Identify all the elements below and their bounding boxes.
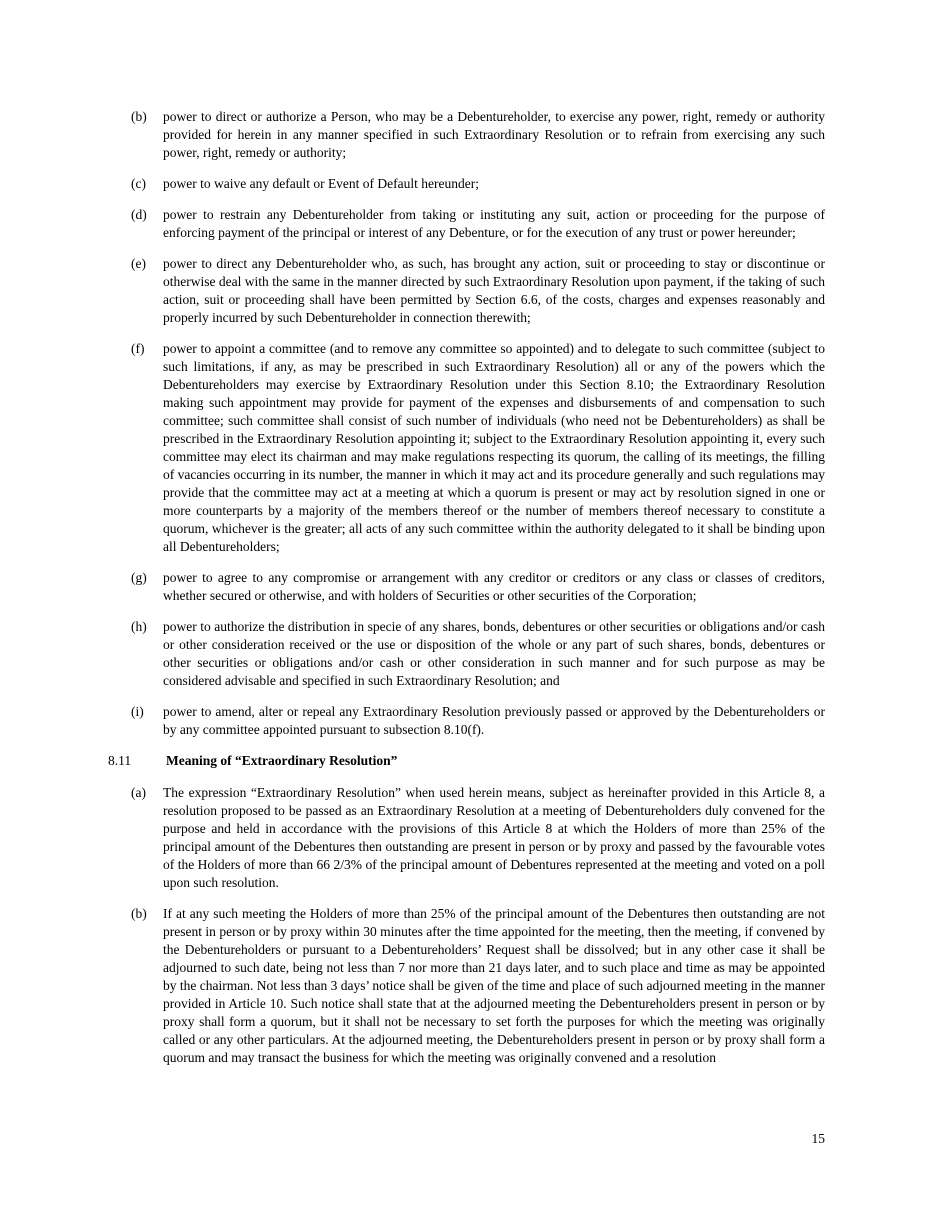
list-item bbox=[108, 703, 825, 739]
list-item bbox=[108, 206, 825, 242]
list-item-label: (g) bbox=[131, 570, 147, 585]
list-item-label: (c) bbox=[131, 176, 146, 191]
list-item-text: If at any such meeting the Holders of more than 25% of the principal amount of the Debentures then outstanding are not present in person or by proxy within 30 minutes after the time appointed for the meeting, then the meeting, if convened by the Debentureholders or pursuant to a Debentureholders’ Request shall be dissolved; but in any other case it shall be adjourned to such date, being not less than 7 nor more than 21 days later, and to such place and time as may be appointed by the chairman. Not less than 3 days’ notice shall be given of the time and place of such adjourned meeting in the manner provided in Article 10. Such notice shall state that at the adjourned meeting the Debentureholders present in person or by proxy shall form a quorum, but it shall not be necessary to set forth the purposes for which the meeting was originally called or any other particulars. At the adjourned meeting, the Debentureholders present in person or by proxy shall form a quorum and may transact the business for which the meeting was originally convened and a resolution bbox=[163, 906, 825, 1065]
powers-list bbox=[108, 108, 825, 739]
list-item bbox=[108, 905, 825, 1067]
list-item bbox=[108, 618, 825, 690]
list-item-label: (b) bbox=[131, 109, 147, 124]
list-item-text: power to agree to any compromise or arrangement with any creditor or creditors or any class or classes of creditors, whether secured or otherwise, and with holders of Securities or other securities of the Corporation; bbox=[163, 570, 825, 603]
section-number: 8.11 bbox=[108, 753, 132, 768]
list-item-text: power to authorize the distribution in specie of any shares, bonds, debentures or other securities or obligations and/or cash or other consideration received or the use or disposition of the whole or any part of such shares, bonds, debentures or other securities or obligations and/or cash or other consideration in such manner and for such purpose as may be considered advisable and specified in such Extraordinary Resolution; and bbox=[163, 619, 825, 688]
section-title: Meaning of “Extraordinary Resolution” bbox=[166, 753, 398, 768]
document-body bbox=[108, 108, 825, 1080]
list-item-text: power to amend, alter or repeal any Extraordinary Resolution previously passed or approved by the Debentureholders or by any committee appointed pursuant to subsection 8.10(f). bbox=[163, 704, 825, 737]
list-item bbox=[108, 569, 825, 605]
list-item-label: (b) bbox=[131, 906, 147, 921]
list-item bbox=[108, 255, 825, 327]
list-item-label: (d) bbox=[131, 207, 147, 222]
list-item-text: power to direct any Debentureholder who, as such, has brought any action, suit or proceeding to stay or discontinue or otherwise deal with the same in the manner directed by such Extraordinary Resolution upon payment, if the taking of such action, suit or proceeding shall have been permitted by Section 6.6, of the costs, charges and expenses reasonably and properly incurred by such Debentureholder in connection therewith; bbox=[163, 256, 825, 325]
list-item-label: (a) bbox=[131, 785, 146, 800]
list-item-label: (i) bbox=[131, 704, 144, 719]
list-item-label: (h) bbox=[131, 619, 147, 634]
list-item-label: (f) bbox=[131, 341, 145, 356]
list-item-text: power to restrain any Debentureholder from taking or instituting any suit, action or proceeding for the purpose of enforcing payment of the principal or interest of any Debenture, or for the execution of any trust or power hereunder; bbox=[163, 207, 825, 240]
list-item bbox=[108, 784, 825, 892]
list-item bbox=[108, 108, 825, 162]
page-number: 15 bbox=[811, 1131, 825, 1146]
section-heading bbox=[108, 752, 825, 770]
list-item-text: power to appoint a committee (and to remove any committee so appointed) and to delegate to such committee (subject to such limitations, if any, as may be prescribed in such Extraordinary Resolution) all or any of the powers which the Debentureholders may exercise by Extraordinary Resolution under this Section 8.10; the Extraordinary Resolution making such appointment may provide for payment of the expenses and disbursements of and compensation to such committee; such committee shall consist of such number of individuals (who need not be Debentureholders) as shall be prescribed in the Extraordinary Resolution appointing it; subject to the Extraordinary Resolution appointing it, every such committee may elect its chairman and may make regulations respecting its quorum, the calling of its meetings, the filling of vacancies occurring in its number, the manner in which it may act and its procedure generally and such regulations may provide that the committee may act at a meeting at which a quorum is present or may act by resolution signed in one or more counterparts by a majority of the members thereof or the number of members thereof necessary to constitute a quorum, whichever is the greater; all acts of any such committee within the authority delegated to it shall be binding upon all Debentureholders; bbox=[163, 341, 825, 554]
list-item bbox=[108, 175, 825, 193]
list-item-text: The expression “Extraordinary Resolution” when used herein means, subject as hereinafter provided in this Article 8, a resolution proposed to be passed as an Extraordinary Resolution at a meeting of Debentureholders duly convened for the purpose and held in accordance with the provisions of this Article 8 at which the Holders of more than 25% of the principal amount of the Debentures then outstanding are present in person or by proxy and passed by the favourable votes of the Holders of more than 66 2/3% of the principal amount of Debentures represented at the meeting and voted on a poll upon such resolution. bbox=[163, 785, 825, 890]
list-item-text: power to waive any default or Event of Default hereunder; bbox=[163, 176, 479, 191]
list-item bbox=[108, 340, 825, 556]
section-items bbox=[108, 784, 825, 1067]
list-item-label: (e) bbox=[131, 256, 146, 271]
list-item-text: power to direct or authorize a Person, who may be a Debentureholder, to exercise any power, right, remedy or authority provided for herein in any manner specified in such Extraordinary Resolution or to refrain from exercising any such power, right, remedy or authority; bbox=[163, 109, 825, 160]
